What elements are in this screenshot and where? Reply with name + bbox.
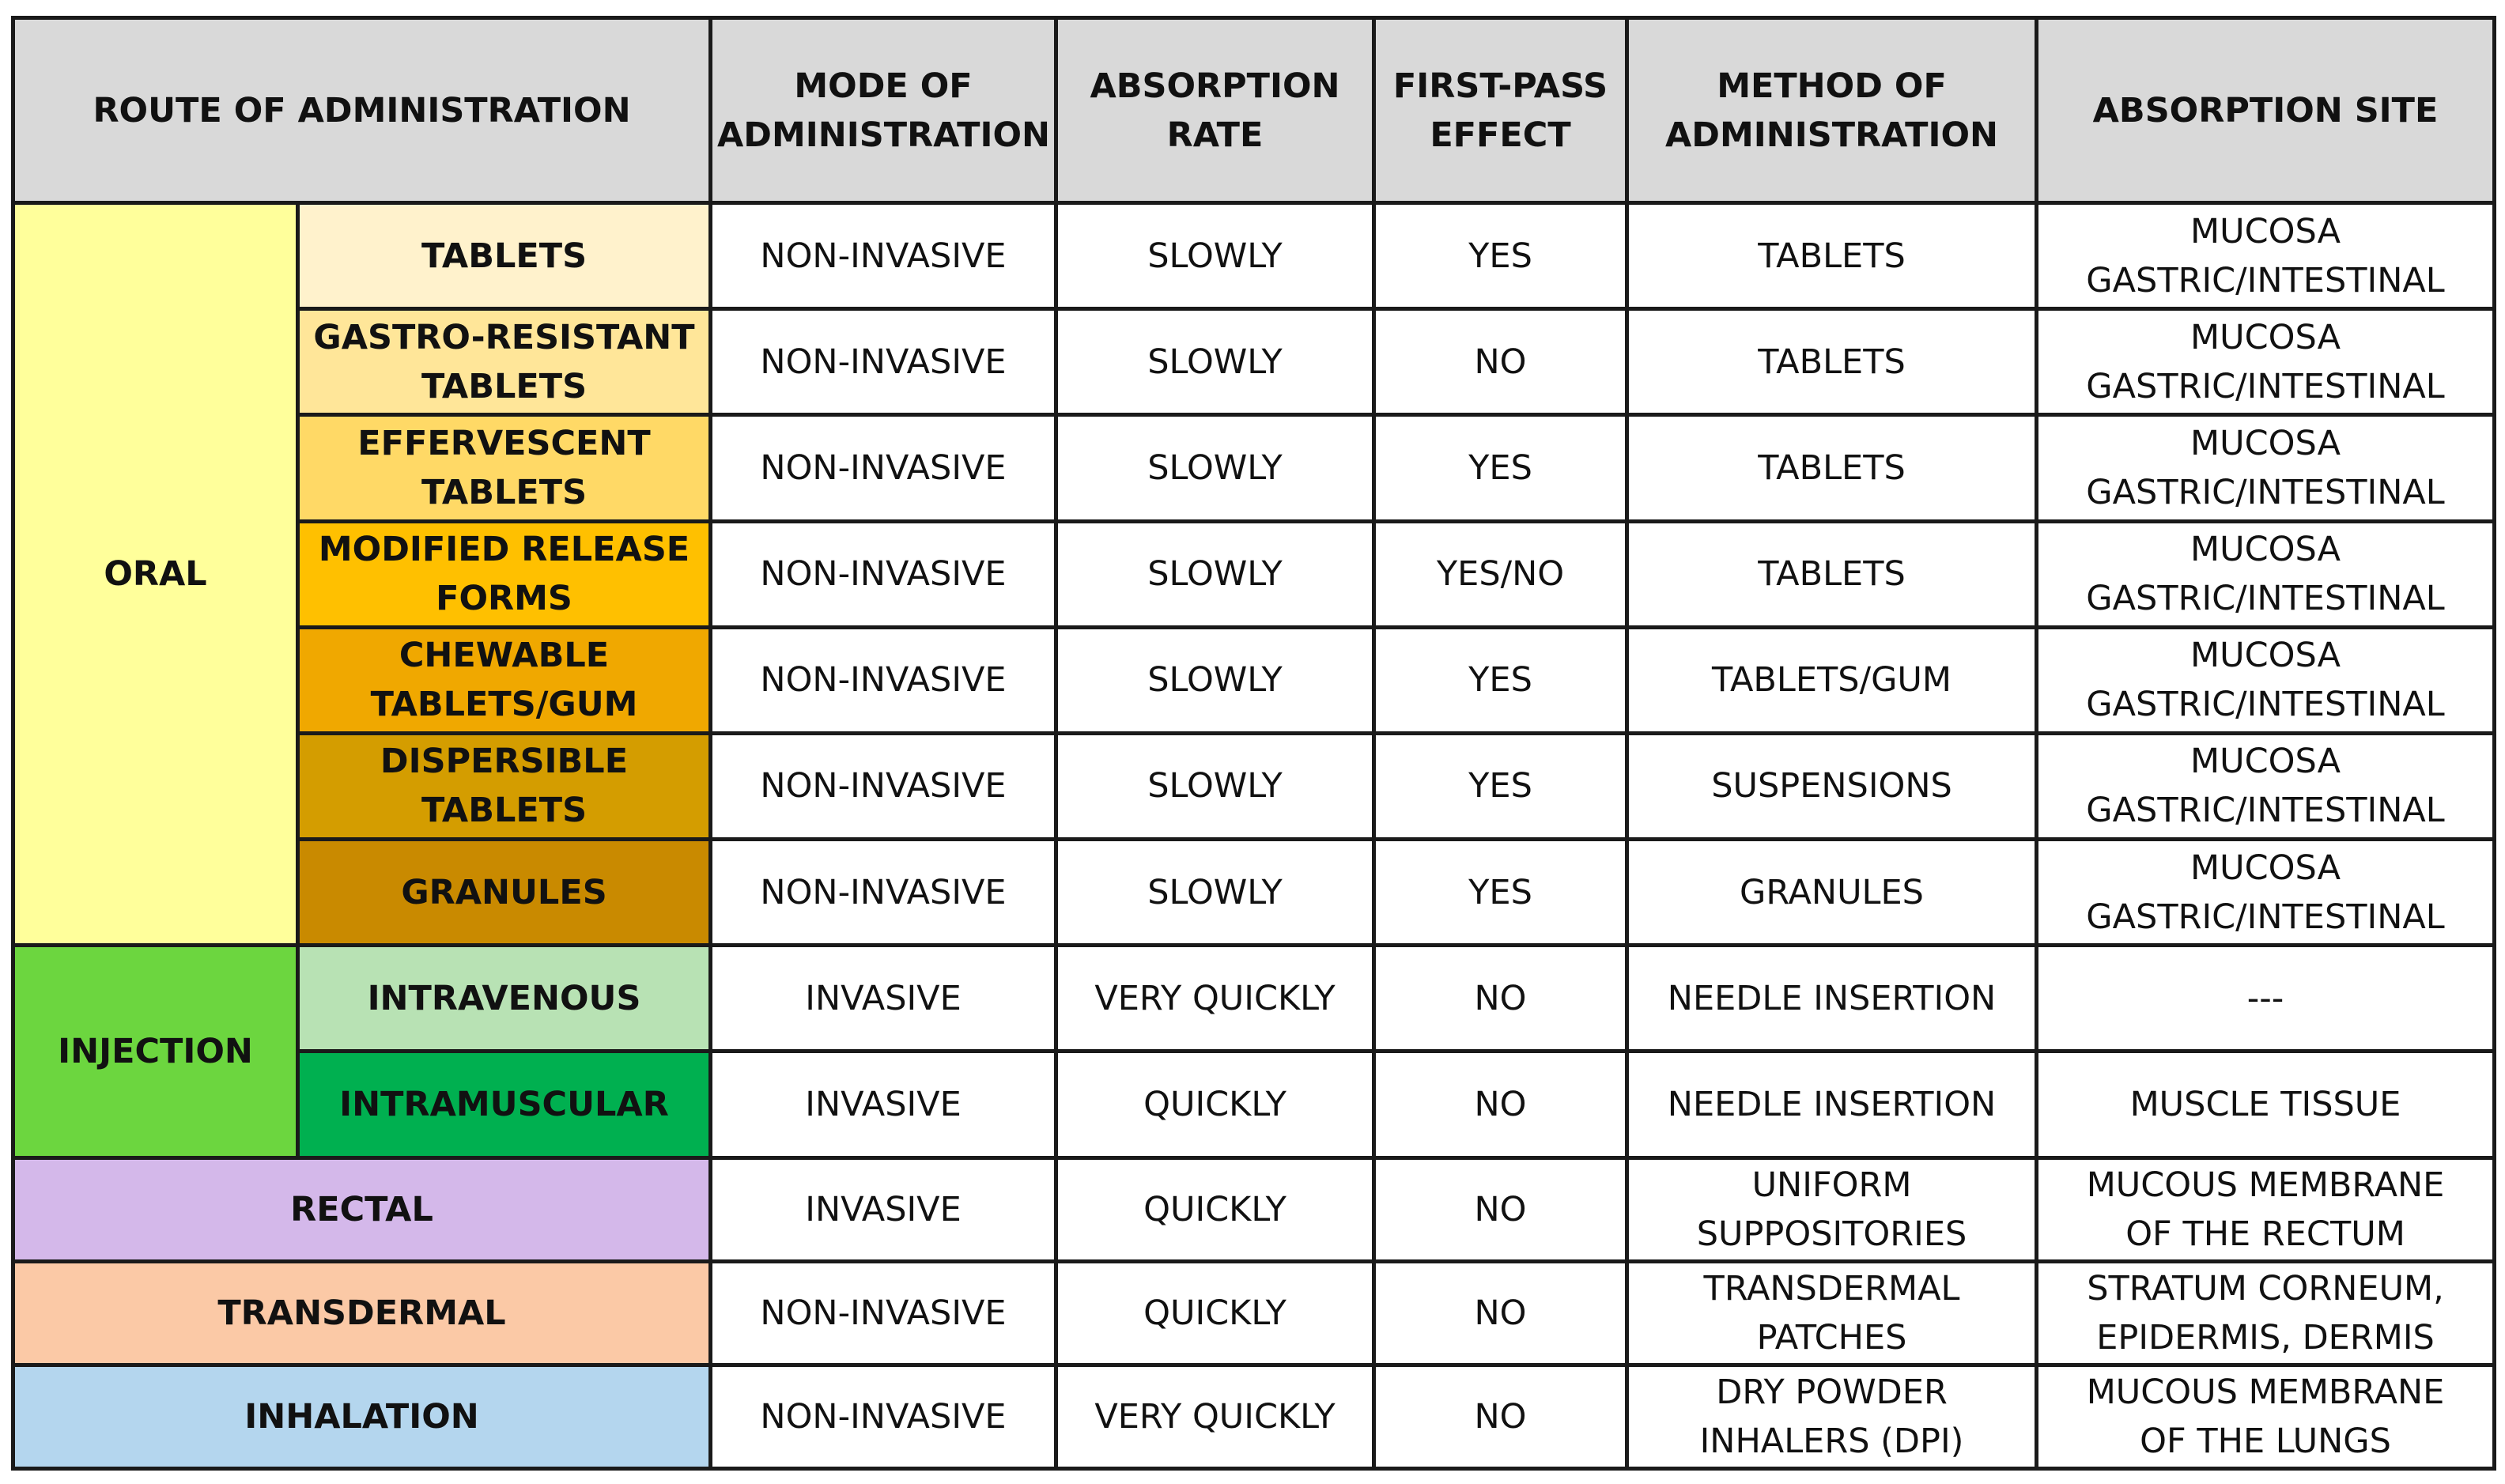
mode-cell: INVASIVE bbox=[711, 1052, 1056, 1157]
absorption-rate-cell: SLOWLY bbox=[1056, 415, 1374, 521]
mode-cell: NON-INVASIVE bbox=[711, 733, 1056, 839]
table-row bbox=[13, 1365, 2495, 1468]
absorption-site-cell: MUCOSA GASTRIC/INTESTINAL bbox=[2037, 203, 2495, 309]
table-row bbox=[13, 415, 2495, 521]
header-method: METHOD OF ADMINISTRATION bbox=[1627, 18, 2037, 203]
absorption-rate-cell: QUICKLY bbox=[1056, 1261, 1374, 1365]
mode-cell: NON-INVASIVE bbox=[711, 840, 1056, 946]
method-cell: NEEDLE INSERTION bbox=[1627, 1052, 2037, 1157]
method-cell: DRY POWDER INHALERS (DPI) bbox=[1627, 1365, 2037, 1468]
first-pass-cell: YES bbox=[1374, 415, 1627, 521]
dosage-form-cell: EFFERVESCENT TABLETS bbox=[298, 415, 711, 521]
dosage-form-cell: MODIFIED RELEASE FORMS bbox=[298, 521, 711, 627]
header-mode: MODE OF ADMINISTRATION bbox=[711, 18, 1056, 203]
dosage-form-cell: INTRAVENOUS bbox=[298, 946, 711, 1052]
mode-cell: NON-INVASIVE bbox=[711, 309, 1056, 415]
first-pass-cell: YES bbox=[1374, 733, 1627, 839]
absorption-rate-cell: SLOWLY bbox=[1056, 309, 1374, 415]
header-absorption-rate: ABSORPTION RATE bbox=[1056, 18, 1374, 203]
first-pass-cell: YES bbox=[1374, 840, 1627, 946]
header-row bbox=[13, 18, 2495, 203]
mode-cell: NON-INVASIVE bbox=[711, 415, 1056, 521]
first-pass-cell: NO bbox=[1374, 1261, 1627, 1365]
method-cell: TABLETS/GUM bbox=[1627, 627, 2037, 733]
method-cell: NEEDLE INSERTION bbox=[1627, 946, 2037, 1052]
dosage-form-cell: CHEWABLE TABLETS/GUM bbox=[298, 627, 711, 733]
dosage-form-cell: DISPERSIBLE TABLETS bbox=[298, 733, 711, 839]
absorption-site-cell: MUCOSA GASTRIC/INTESTINAL bbox=[2037, 309, 2495, 415]
table-row bbox=[13, 840, 2495, 946]
first-pass-cell: NO bbox=[1374, 946, 1627, 1052]
absorption-site-cell: MUCOSA GASTRIC/INTESTINAL bbox=[2037, 733, 2495, 839]
table-row bbox=[13, 946, 2495, 1052]
table-row bbox=[13, 521, 2495, 627]
mode-cell: NON-INVASIVE bbox=[711, 1261, 1056, 1365]
dosage-form-cell: GASTRO-RESISTANT TABLETS bbox=[298, 309, 711, 415]
method-cell: SUSPENSIONS bbox=[1627, 733, 2037, 839]
first-pass-cell: YES bbox=[1374, 627, 1627, 733]
table-row bbox=[13, 1261, 2495, 1365]
first-pass-cell: NO bbox=[1374, 1157, 1627, 1261]
mode-cell: NON-INVASIVE bbox=[711, 521, 1056, 627]
method-cell: GRANULES bbox=[1627, 840, 2037, 946]
absorption-site-cell: MUCOSA GASTRIC/INTESTINAL bbox=[2037, 840, 2495, 946]
absorption-site-cell: MUCOUS MEMBRANE OF THE RECTUM bbox=[2037, 1157, 2495, 1261]
table-row bbox=[13, 627, 2495, 733]
route-cell: INHALATION bbox=[13, 1365, 711, 1468]
absorption-site-cell: MUCOSA GASTRIC/INTESTINAL bbox=[2037, 627, 2495, 733]
route-group-cell: INJECTION bbox=[13, 946, 298, 1157]
table-row bbox=[13, 203, 2495, 309]
administration-routes-table bbox=[11, 16, 2496, 1471]
route-cell: TRANSDERMAL bbox=[13, 1261, 711, 1365]
first-pass-cell: NO bbox=[1374, 309, 1627, 415]
method-cell: TABLETS bbox=[1627, 415, 2037, 521]
table-row bbox=[13, 1052, 2495, 1157]
first-pass-cell: NO bbox=[1374, 1052, 1627, 1157]
route-cell: RECTAL bbox=[13, 1157, 711, 1261]
mode-cell: NON-INVASIVE bbox=[711, 627, 1056, 733]
absorption-site-cell: MUSCLE TISSUE bbox=[2037, 1052, 2495, 1157]
mode-cell: NON-INVASIVE bbox=[711, 1365, 1056, 1468]
absorption-rate-cell: VERY QUICKLY bbox=[1056, 1365, 1374, 1468]
method-cell: UNIFORM SUPPOSITORIES bbox=[1627, 1157, 2037, 1261]
method-cell: TABLETS bbox=[1627, 203, 2037, 309]
dosage-form-cell: INTRAMUSCULAR bbox=[298, 1052, 711, 1157]
absorption-rate-cell: SLOWLY bbox=[1056, 203, 1374, 309]
absorption-site-cell: STRATUM CORNEUM, EPIDERMIS, DERMIS bbox=[2037, 1261, 2495, 1365]
header-absorption-site: ABSORPTION SITE bbox=[2037, 18, 2495, 203]
table-row bbox=[13, 309, 2495, 415]
absorption-rate-cell: SLOWLY bbox=[1056, 840, 1374, 946]
absorption-site-cell: MUCOSA GASTRIC/INTESTINAL bbox=[2037, 415, 2495, 521]
header-first-pass: FIRST-PASS EFFECT bbox=[1374, 18, 1627, 203]
dosage-form-cell: GRANULES bbox=[298, 840, 711, 946]
header-route: ROUTE OF ADMINISTRATION bbox=[13, 18, 711, 203]
table-row bbox=[13, 733, 2495, 839]
absorption-site-cell: MUCOSA GASTRIC/INTESTINAL bbox=[2037, 521, 2495, 627]
mode-cell: NON-INVASIVE bbox=[711, 203, 1056, 309]
method-cell: TABLETS bbox=[1627, 309, 2037, 415]
absorption-site-cell: --- bbox=[2037, 946, 2495, 1052]
absorption-rate-cell: VERY QUICKLY bbox=[1056, 946, 1374, 1052]
absorption-rate-cell: SLOWLY bbox=[1056, 521, 1374, 627]
mode-cell: INVASIVE bbox=[711, 1157, 1056, 1261]
absorption-rate-cell: QUICKLY bbox=[1056, 1052, 1374, 1157]
first-pass-cell: YES bbox=[1374, 203, 1627, 309]
route-group-cell: ORAL bbox=[13, 203, 298, 946]
absorption-rate-cell: SLOWLY bbox=[1056, 627, 1374, 733]
dosage-form-cell: TABLETS bbox=[298, 203, 711, 309]
absorption-site-cell: MUCOUS MEMBRANE OF THE LUNGS bbox=[2037, 1365, 2495, 1468]
first-pass-cell: YES/NO bbox=[1374, 521, 1627, 627]
method-cell: TRANSDERMAL PATCHES bbox=[1627, 1261, 2037, 1365]
absorption-rate-cell: SLOWLY bbox=[1056, 733, 1374, 839]
first-pass-cell: NO bbox=[1374, 1365, 1627, 1468]
method-cell: TABLETS bbox=[1627, 521, 2037, 627]
mode-cell: INVASIVE bbox=[711, 946, 1056, 1052]
absorption-rate-cell: QUICKLY bbox=[1056, 1157, 1374, 1261]
table-row bbox=[13, 1157, 2495, 1261]
